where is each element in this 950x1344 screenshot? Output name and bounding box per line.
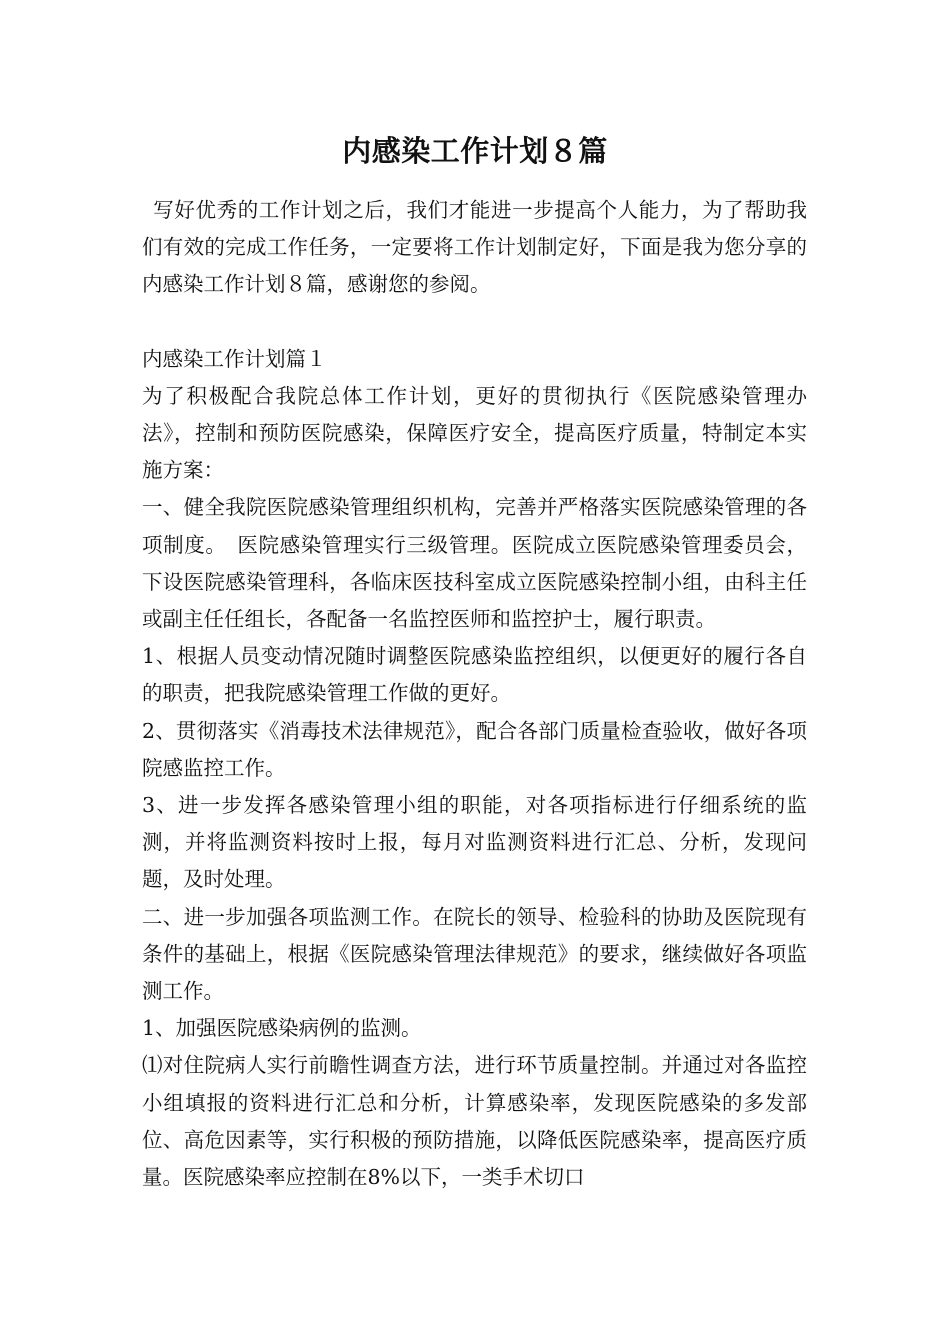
intro-paragraph: 写好优秀的工作计划之后，我们才能进一步提高个人能力，为了帮助我们有效的完成工作任务，一定要将工作计划制定好，下面是我为您分享的内感染工作计划８篇，感谢您的参阅。 <box>142 198 807 297</box>
section-heading: 内感染工作计划篇１ <box>142 346 327 371</box>
body-paragraph: 1、加强医院感染病例的监测。 <box>142 1016 422 1041</box>
body-paragraph: 3、进一步发挥各感染管理小组的职能，对各项指标进行仔细系统的监测，并将监测资料按时上报，每月对监测资料进行汇总、分析，发现问题，及时处理。 <box>142 793 807 892</box>
paragraph-gap <box>142 304 807 341</box>
body-paragraph: 1、根据人员变动情况随时调整医院感染监控组织，以便更好的履行各自的职责，把我院感染管理工作做的更好。 <box>142 644 807 706</box>
body-paragraph: 一、健全我院医院感染管理组织机构，完善并严格落实医院感染管理的各项制度。 医院感染管理实行三级管理。医院成立医院感染管理委员会，下设医院感染管理科，各临床医技科室成立医院感染控制小组，由科主任或副主任任组长，各配备一名监控医师和监控护士，履行职责。 <box>142 495 807 632</box>
document-title: 内感染工作计划８篇 <box>342 134 608 168</box>
body-paragraph: 二、进一步加强各项监测工作。在院长的领导、检验科的协助及医院现有条件的基础上，根据《医院感染管理法律规范》的要求，继续做好各项监测工作。 <box>142 904 807 1004</box>
body-paragraph: 为了积极配合我院总体工作计划，更好的贯彻执行《医院感染管理办法》，控制和预防医院感染，保障医疗安全，提高医疗质量，特制定本实施方案： <box>142 383 807 483</box>
body-paragraph: ⑴对住院病人实行前瞻性调查方法，进行环节质量控制。并通过对各监控小组填报的资料进行汇总和分析，计算感染率，发现医院感染的多发部位、高危因素等，实行积极的预防措施，以降低医院感染率，提高医疗质量。医院感染率应控制在8%以下，一类手术切口 <box>142 1053 807 1190</box>
document-body <box>142 192 807 1196</box>
body-paragraph: 2、贯彻落实《消毒技术法律规范》，配合各部门质量检查验收，做好各项院感监控工作。 <box>142 718 807 780</box>
